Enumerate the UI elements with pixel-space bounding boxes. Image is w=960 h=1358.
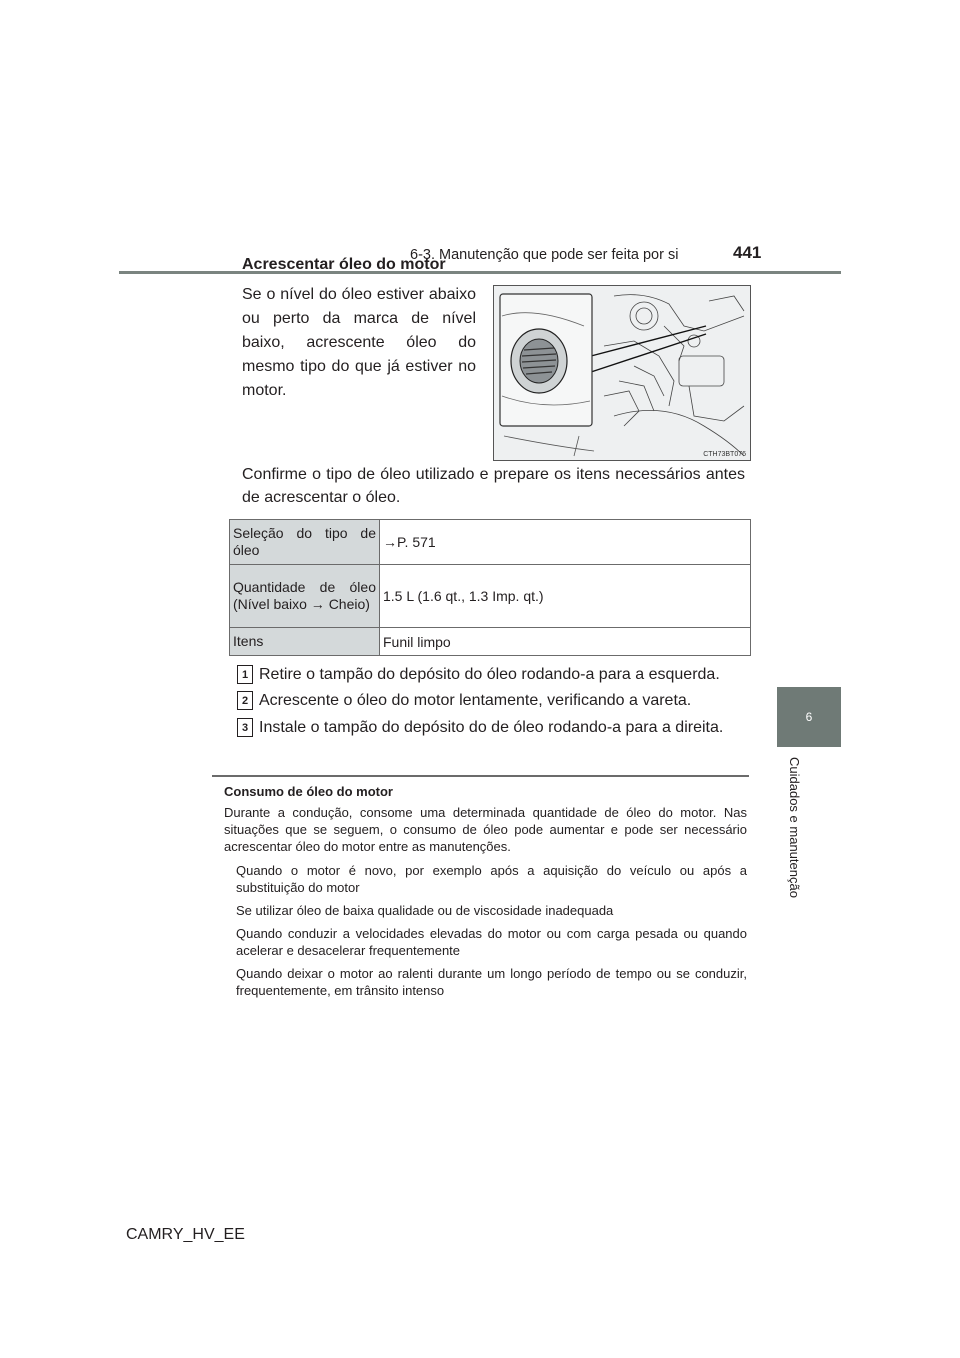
table-row — [230, 628, 751, 656]
oil-filler-cap — [511, 329, 567, 393]
table-label: Itens — [230, 628, 380, 656]
table-value: 1.5 L (1.6 qt., 1.3 Imp. qt.) — [380, 565, 751, 628]
list-item: Quando deixar o motor ao ralenti durante um longo período de tempo ou se conduzir, frequentemente, em trânsito intenso — [236, 966, 747, 998]
document-code: CAMRY_HV_EE — [126, 1226, 245, 1243]
page-number: 441 — [733, 243, 762, 262]
step-item — [237, 689, 747, 713]
section-header: 6-3. Manutenção que pode ser feita por si — [410, 247, 679, 263]
step-number: 2 — [237, 691, 253, 710]
note-body: Durante a condução, consome uma determinada quantidade de óleo do motor. Nas situações que se seguem, o consumo de óleo pode aumentar e pode ser necessário acrescentar óleo do motor entre as manutenções. — [224, 805, 747, 854]
header-divider — [119, 271, 841, 274]
table-value: Funil limpo — [380, 628, 751, 656]
step-item — [237, 663, 747, 687]
chapter-number: 6 — [805, 710, 813, 724]
intro-paragraph: Se o nível do óleo estiver abaixo ou perto da marca de nível baixo, acrescente óleo do mesmo tipo do que já estiver no motor. — [242, 286, 476, 399]
step-text: Acrescente o óleo do motor lentamente, verificando a vareta. — [259, 692, 692, 709]
table-row — [230, 520, 751, 565]
figure-code: CTH73BT076 — [703, 451, 746, 458]
list-item: Quando conduzir a velocidades elevadas do motor ou com carga pesada ou quando acelerar e desacelerar frequentemente — [236, 926, 747, 958]
table-value: →P. 571 — [380, 520, 751, 565]
step-text: Instale o tampão do depósito do de óleo rodando-a para a direita. — [259, 719, 724, 736]
note-bullet-list — [236, 862, 747, 1005]
section-title: Acrescentar óleo do motor — [242, 256, 446, 273]
table-label: Quantidade de óleo (Nível baixo → Cheio) — [230, 565, 380, 628]
list-item: Quando o motor é novo, por exemplo após a aquisição do veículo ou após a substituição do motor — [236, 863, 747, 895]
chapter-label-container — [780, 757, 806, 917]
note-divider — [212, 775, 749, 777]
chapter-tab — [777, 687, 841, 747]
oil-spec-table — [229, 519, 751, 656]
step-number: 3 — [237, 718, 253, 737]
list-item: Se utilizar óleo de baixa qualidade ou de viscosidade inadequada — [236, 903, 614, 918]
engine-oil-cap-illustration — [493, 285, 751, 461]
note-title: Consumo de óleo do motor — [224, 784, 393, 799]
chapter-label: Cuidados e manutenção — [787, 757, 802, 898]
confirm-paragraph: Confirme o tipo de óleo utilizado e prepare os itens necessários antes de acrescentar o óleo. — [242, 466, 745, 506]
table-label: Seleção do tipo de óleo — [230, 520, 380, 565]
table-row — [230, 565, 751, 628]
step-text: Retire o tampão do depósito do óleo rodando-a para a esquerda. — [259, 666, 720, 683]
step-number: 1 — [237, 665, 253, 684]
engine-bay-drawing — [494, 286, 750, 460]
step-item — [237, 716, 747, 764]
